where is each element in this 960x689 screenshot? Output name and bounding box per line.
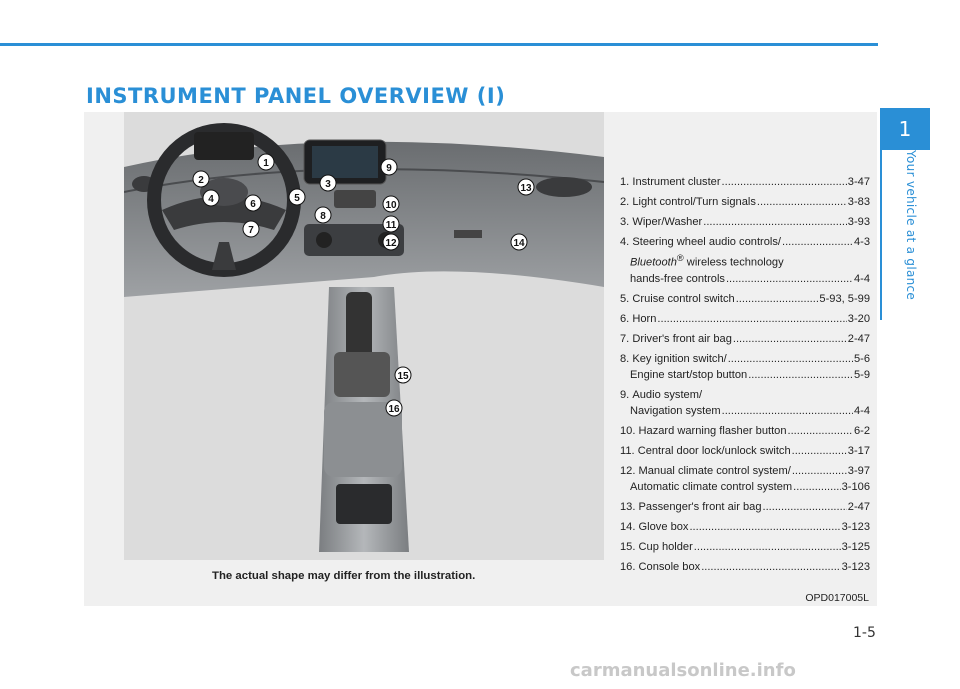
watermark-text: carmanualsonline.info [570, 660, 796, 681]
legend-num: 3. [620, 216, 630, 228]
callout-15-label: 15 [397, 371, 409, 382]
legend-subtext: hands-free controls [630, 272, 725, 285]
legend-page: 3-123 [841, 560, 870, 573]
legend-text: Steering wheel audio controls/ [632, 236, 781, 248]
legend-page: 3-123 [841, 520, 870, 533]
legend-page: 3-47 [847, 176, 870, 188]
cup-holder-area [334, 352, 390, 397]
rear-vent [336, 484, 392, 524]
legend-page: 4-3 [853, 236, 870, 248]
legend-item-13 [620, 499, 870, 515]
legend-num: 5. [620, 292, 630, 305]
legend-text: Passenger's front air bag [638, 500, 762, 513]
legend-num: 8. [620, 352, 630, 365]
legend-num: 7. [620, 332, 630, 345]
legend-num: 6. [620, 312, 630, 325]
legend-item-16 [620, 559, 870, 575]
chapter-title: Your vehicle at a glance [904, 150, 918, 301]
legend-item-2 [620, 194, 870, 210]
legend-item-12 [620, 463, 870, 495]
legend-page: 3-17 [847, 444, 870, 457]
callout-5-label: 5 [294, 193, 300, 204]
callout-4-label: 4 [208, 194, 214, 205]
legend-item-10 [620, 423, 870, 439]
legend-subtext: Engine start/stop button [630, 368, 748, 381]
legend-text: Horn [632, 312, 657, 325]
legend-page: 5-9 [853, 368, 870, 381]
callout-6-label: 6 [250, 199, 256, 210]
legend-text: Manual climate control system/ [638, 464, 791, 477]
chapter-divider [880, 150, 882, 320]
legend-item-4 [620, 234, 870, 287]
legend-text: Instrument cluster [632, 176, 721, 188]
legend-subtext: Automatic climate control system [630, 480, 793, 493]
image-code: OPD017005L [805, 592, 869, 604]
legend-item-11 [620, 443, 870, 459]
legend-num: 1. [620, 176, 630, 188]
callout-9-label: 9 [386, 163, 392, 174]
legend-page: 3-83 [847, 196, 870, 208]
legend-num: 10. [620, 424, 636, 437]
callout-14-label: 14 [513, 238, 525, 249]
legend-page: 4-4 [853, 404, 870, 417]
legend-text: Driver's front air bag [632, 332, 732, 345]
callout-11-label: 11 [385, 220, 397, 231]
legend-num: 12. [620, 464, 636, 477]
legend-text: Cup holder [638, 540, 693, 553]
right-vent [536, 177, 592, 197]
legend-num: 16. [620, 560, 636, 573]
page-number: 1-5 [853, 625, 876, 641]
legend-item-6 [620, 311, 870, 327]
legend-page: 4-4 [853, 272, 870, 285]
legend-item-7 [620, 331, 870, 347]
legend-page: 5-93, 5-99 [819, 292, 870, 305]
legend-item-3 [620, 214, 870, 230]
legend-text: Central door lock/unlock switch [637, 444, 791, 457]
legend-item-15 [620, 539, 870, 555]
illustration-caption: The actual shape may differ from the illustration. [212, 570, 476, 582]
legend-page: 2-47 [847, 500, 870, 513]
legend-text: Light control/Turn signals [632, 196, 756, 208]
legend-num: 13. [620, 500, 636, 513]
legend-page: 2-47 [847, 332, 870, 345]
legend-text: Cruise control switch [632, 292, 735, 305]
legend-text: Audio system/ [632, 388, 703, 401]
legend-text: Glove box [638, 520, 689, 533]
callout-16-label: 16 [388, 404, 400, 415]
callout-7-label: 7 [248, 225, 254, 236]
callout-1-label: 1 [263, 158, 269, 169]
audio-display [312, 146, 378, 178]
glove-box-handle [454, 230, 482, 238]
legend-page: 3-93 [847, 216, 870, 228]
legend-item-9 [620, 387, 870, 419]
legend-page: 3-20 [847, 312, 870, 325]
instrument-cluster [194, 132, 254, 160]
illustration-panel [84, 112, 877, 606]
callout-2-label: 2 [198, 175, 204, 186]
callout-3-label: 3 [325, 179, 331, 190]
legend-num: 9. [620, 388, 630, 401]
legend-page: 3-106 [841, 480, 870, 493]
callout-10-label: 10 [385, 200, 397, 211]
legend-item-14 [620, 519, 870, 535]
legend-item-8 [620, 351, 870, 383]
legend-item-5 [620, 291, 870, 307]
hazard-area [334, 190, 376, 208]
legend-text: Hazard warning flasher button [638, 424, 787, 437]
legend-item-1 [620, 174, 870, 190]
callout-13-label: 13 [520, 183, 532, 194]
legend-text: Console box [638, 560, 701, 573]
legend-text: Wiper/Washer [632, 216, 703, 228]
chapter-strip [880, 150, 930, 320]
registered-mark: ® [676, 253, 684, 263]
climate-knob-left [316, 232, 332, 248]
legend-subline [620, 250, 870, 271]
component-legend [620, 174, 870, 579]
dashboard-illustration [124, 112, 604, 560]
chapter-tab: 1 [880, 108, 930, 150]
callout-12-label: 12 [385, 238, 397, 249]
header-rule [0, 43, 878, 46]
legend-page: 6-2 [853, 424, 870, 437]
callout-8-label: 8 [320, 211, 326, 222]
legend-num: 4. [620, 236, 630, 248]
page-title: INSTRUMENT PANEL OVERVIEW (I) [86, 84, 506, 108]
legend-page: 3-125 [841, 540, 870, 553]
legend-num: 2. [620, 196, 630, 208]
legend-subtext: wireless technology [683, 256, 784, 269]
legend-num: 14. [620, 520, 636, 533]
legend-page: 5-6 [853, 352, 870, 365]
gear-shifter [346, 292, 372, 362]
legend-num: 15. [620, 540, 636, 553]
bluetooth-brand: Bluetooth [630, 256, 677, 269]
legend-page: 3-97 [847, 464, 870, 477]
legend-num: 11. [620, 444, 635, 457]
legend-text: Key ignition switch/ [632, 352, 727, 365]
legend-subtext: Navigation system [630, 404, 721, 417]
